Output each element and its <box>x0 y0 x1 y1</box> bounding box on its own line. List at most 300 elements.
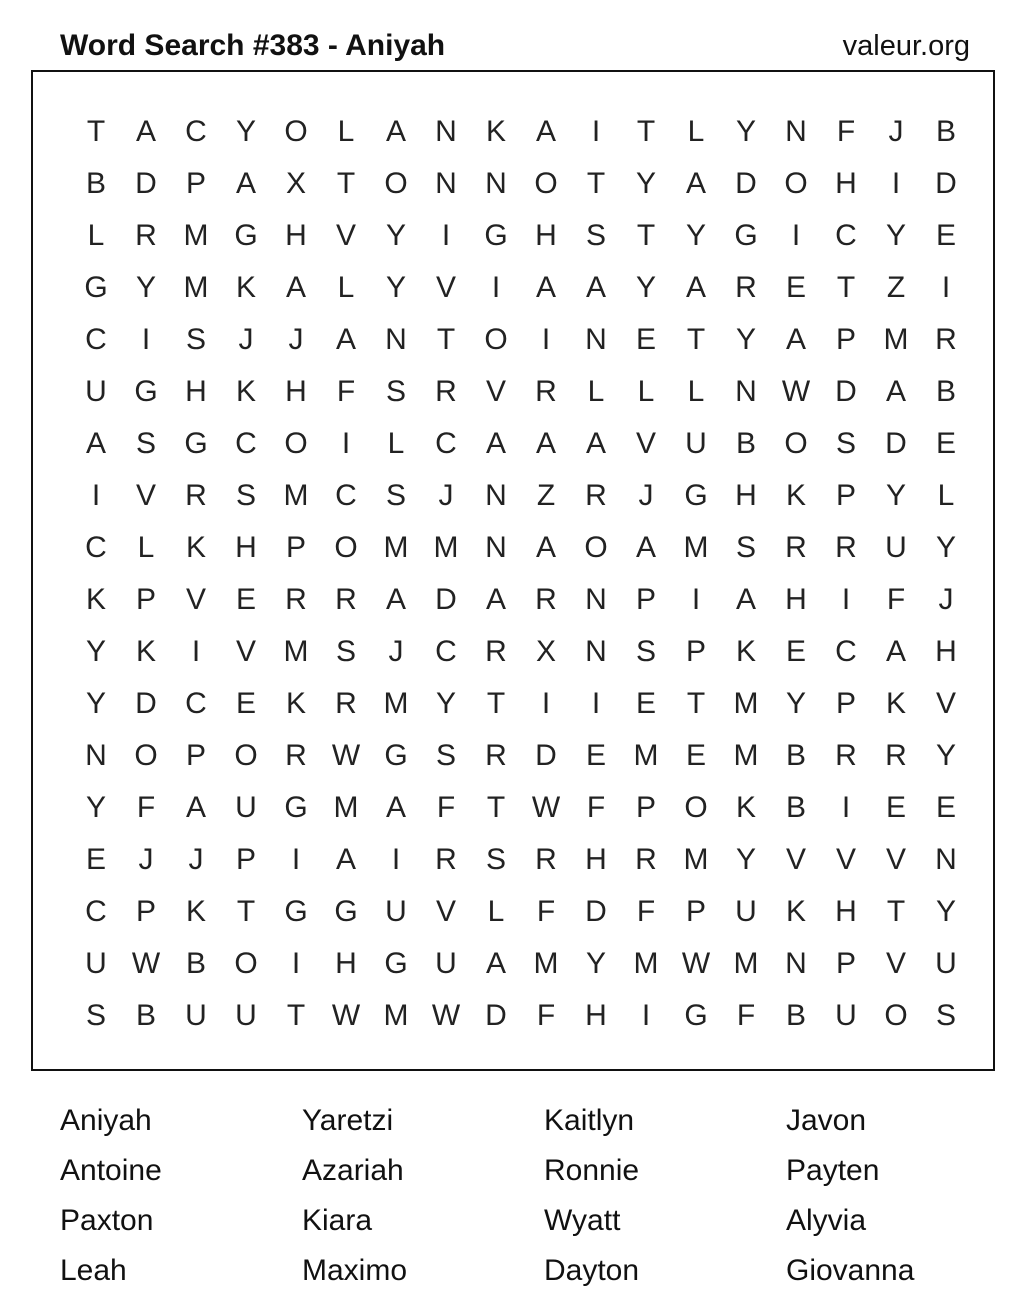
grid-cell[interactable]: N <box>485 167 507 200</box>
grid-cell[interactable]: C <box>435 635 457 668</box>
grid-cell[interactable]: G <box>284 895 308 928</box>
grid-cell[interactable]: V <box>485 375 506 408</box>
grid-cell[interactable]: O <box>284 427 308 460</box>
grid-cell[interactable]: F <box>336 375 356 408</box>
grid-cell[interactable]: V <box>785 843 806 876</box>
grid-cell[interactable]: K <box>785 895 806 928</box>
grid-cell[interactable]: M <box>883 323 909 356</box>
grid-cell[interactable]: N <box>585 323 607 356</box>
grid-cell[interactable]: I <box>391 843 401 876</box>
grid-cell[interactable]: S <box>635 635 656 668</box>
grid-cell[interactable]: T <box>486 687 506 720</box>
grid-cell[interactable]: A <box>235 167 256 200</box>
grid-cell[interactable]: M <box>733 739 759 772</box>
grid-cell[interactable]: I <box>341 427 351 460</box>
grid-cell[interactable]: Y <box>885 219 906 252</box>
grid-cell[interactable]: I <box>191 635 201 668</box>
grid-cell[interactable]: V <box>435 271 456 304</box>
grid-cell[interactable]: O <box>234 739 258 772</box>
grid-cell[interactable]: R <box>285 739 307 772</box>
grid-cell[interactable]: A <box>335 323 356 356</box>
grid-cell[interactable]: L <box>337 271 355 304</box>
grid-cell[interactable]: N <box>485 479 507 512</box>
grid-cell[interactable]: Z <box>536 479 556 512</box>
grid-cell[interactable]: Y <box>85 635 106 668</box>
grid-cell[interactable]: H <box>235 531 257 564</box>
grid-cell[interactable]: G <box>334 895 358 928</box>
grid-cell[interactable]: O <box>234 947 258 980</box>
grid-cell[interactable]: G <box>484 219 508 252</box>
grid-cell[interactable]: F <box>636 895 656 928</box>
grid-cell[interactable]: O <box>334 531 358 564</box>
grid-cell[interactable]: P <box>685 635 706 668</box>
grid-cell[interactable]: Y <box>435 687 456 720</box>
grid-cell[interactable]: L <box>137 531 155 564</box>
grid-cell[interactable]: E <box>85 843 106 876</box>
grid-cell[interactable]: L <box>487 895 505 928</box>
grid-cell[interactable]: J <box>638 479 654 512</box>
grid-cell[interactable]: A <box>535 271 556 304</box>
grid-cell[interactable]: L <box>87 219 105 252</box>
grid-cell[interactable]: U <box>385 895 407 928</box>
grid-cell[interactable]: E <box>935 219 956 252</box>
grid-cell[interactable]: Y <box>635 271 656 304</box>
grid-cell[interactable]: Y <box>735 115 756 148</box>
grid-cell[interactable]: S <box>385 479 406 512</box>
grid-cell[interactable]: H <box>585 843 607 876</box>
grid-cell[interactable]: T <box>686 323 706 356</box>
grid-cell[interactable]: B <box>185 947 206 980</box>
grid-cell[interactable]: I <box>291 947 301 980</box>
grid-cell[interactable]: G <box>184 427 208 460</box>
grid-cell[interactable]: Y <box>685 219 706 252</box>
grid-cell[interactable]: D <box>585 895 607 928</box>
grid-cell[interactable]: W <box>131 947 161 980</box>
grid-cell[interactable]: E <box>885 791 906 824</box>
grid-cell[interactable]: T <box>436 323 456 356</box>
grid-cell[interactable]: Y <box>85 687 106 720</box>
grid-cell[interactable]: A <box>385 583 406 616</box>
grid-cell[interactable]: E <box>235 687 256 720</box>
grid-cell[interactable]: V <box>435 895 456 928</box>
grid-cell[interactable]: H <box>785 583 807 616</box>
grid-cell[interactable]: U <box>185 999 207 1032</box>
grid-cell[interactable]: Y <box>735 843 756 876</box>
grid-cell[interactable]: G <box>684 479 708 512</box>
grid-cell[interactable]: W <box>781 375 811 408</box>
grid-cell[interactable]: G <box>284 791 308 824</box>
grid-cell[interactable]: S <box>185 323 206 356</box>
grid-cell[interactable]: N <box>585 583 607 616</box>
grid-cell[interactable]: I <box>141 323 151 356</box>
grid-cell[interactable]: I <box>491 271 501 304</box>
grid-cell[interactable]: O <box>134 739 158 772</box>
grid-cell[interactable]: K <box>185 895 206 928</box>
grid-cell[interactable]: S <box>135 427 156 460</box>
grid-cell[interactable]: J <box>238 323 254 356</box>
grid-cell[interactable]: R <box>135 219 157 252</box>
grid-cell[interactable]: E <box>935 791 956 824</box>
grid-cell[interactable]: O <box>384 167 408 200</box>
grid-cell[interactable]: H <box>335 947 357 980</box>
grid-cell[interactable]: Y <box>785 687 806 720</box>
grid-cell[interactable]: M <box>283 479 309 512</box>
grid-cell[interactable]: D <box>535 739 557 772</box>
grid-cell[interactable]: P <box>635 583 656 616</box>
grid-cell[interactable]: I <box>291 843 301 876</box>
grid-cell[interactable]: F <box>586 791 606 824</box>
grid-cell[interactable]: E <box>585 739 606 772</box>
grid-cell[interactable]: B <box>935 375 956 408</box>
grid-cell[interactable]: R <box>535 843 557 876</box>
grid-cell[interactable]: N <box>585 635 607 668</box>
grid-cell[interactable]: H <box>285 375 307 408</box>
grid-cell[interactable]: T <box>636 219 656 252</box>
grid-cell[interactable]: T <box>236 895 256 928</box>
grid-cell[interactable]: M <box>633 739 659 772</box>
grid-cell[interactable]: T <box>636 115 656 148</box>
grid-cell[interactable]: B <box>935 115 956 148</box>
grid-cell[interactable]: V <box>135 479 156 512</box>
grid-cell[interactable]: N <box>385 323 407 356</box>
grid-cell[interactable]: J <box>188 843 204 876</box>
grid-cell[interactable]: X <box>285 167 306 200</box>
grid-cell[interactable]: V <box>635 427 656 460</box>
grid-cell[interactable]: F <box>886 583 906 616</box>
grid-cell[interactable]: L <box>587 375 605 408</box>
grid-cell[interactable]: W <box>681 947 711 980</box>
grid-cell[interactable]: R <box>285 583 307 616</box>
grid-cell[interactable]: E <box>935 427 956 460</box>
grid-cell[interactable]: K <box>485 115 506 148</box>
grid-cell[interactable]: R <box>585 479 607 512</box>
grid-cell[interactable]: N <box>435 115 457 148</box>
grid-cell[interactable]: I <box>791 219 801 252</box>
grid-cell[interactable]: A <box>785 323 806 356</box>
grid-cell[interactable]: M <box>683 843 709 876</box>
grid-cell[interactable]: E <box>785 271 806 304</box>
grid-cell[interactable]: G <box>684 999 708 1032</box>
grid-cell[interactable]: O <box>534 167 558 200</box>
grid-cell[interactable]: M <box>733 687 759 720</box>
grid-cell[interactable]: C <box>85 323 107 356</box>
grid-cell[interactable]: M <box>183 271 209 304</box>
grid-cell[interactable]: C <box>335 479 357 512</box>
grid-cell[interactable]: O <box>784 167 808 200</box>
grid-cell[interactable]: M <box>633 947 659 980</box>
grid-cell[interactable]: Y <box>885 479 906 512</box>
grid-cell[interactable]: H <box>735 479 757 512</box>
grid-cell[interactable]: U <box>85 375 107 408</box>
grid-cell[interactable]: Y <box>385 219 406 252</box>
grid-cell[interactable]: P <box>135 895 156 928</box>
grid-cell[interactable]: R <box>635 843 657 876</box>
grid-cell[interactable]: K <box>735 791 756 824</box>
grid-cell[interactable]: L <box>687 375 705 408</box>
grid-cell[interactable]: R <box>735 271 757 304</box>
grid-cell[interactable]: B <box>785 791 806 824</box>
grid-cell[interactable]: Z <box>886 271 906 304</box>
grid-cell[interactable]: P <box>685 895 706 928</box>
grid-cell[interactable]: M <box>433 531 459 564</box>
grid-cell[interactable]: F <box>136 791 156 824</box>
grid-cell[interactable]: W <box>431 999 461 1032</box>
grid-cell[interactable]: U <box>435 947 457 980</box>
grid-cell[interactable]: V <box>335 219 356 252</box>
grid-cell[interactable]: K <box>235 375 256 408</box>
grid-cell[interactable]: O <box>484 323 508 356</box>
grid-cell[interactable]: A <box>885 635 906 668</box>
grid-cell[interactable]: M <box>333 791 359 824</box>
grid-cell[interactable]: T <box>286 999 306 1032</box>
grid-cell[interactable]: M <box>383 999 409 1032</box>
grid-cell[interactable]: C <box>835 635 857 668</box>
grid-cell[interactable]: A <box>485 947 506 980</box>
grid-cell[interactable]: O <box>884 999 908 1032</box>
grid-cell[interactable]: R <box>935 323 957 356</box>
grid-cell[interactable]: W <box>331 999 361 1032</box>
grid-cell[interactable]: D <box>735 167 757 200</box>
grid-cell[interactable]: G <box>84 271 108 304</box>
grid-cell[interactable]: L <box>687 115 705 148</box>
grid-cell[interactable]: U <box>235 791 257 824</box>
grid-cell[interactable]: V <box>885 843 906 876</box>
grid-cell[interactable]: L <box>637 375 655 408</box>
grid-cell[interactable]: R <box>535 583 557 616</box>
grid-cell[interactable]: C <box>185 687 207 720</box>
grid-cell[interactable]: T <box>686 687 706 720</box>
grid-cell[interactable]: G <box>384 947 408 980</box>
grid-cell[interactable]: M <box>383 687 409 720</box>
grid-cell[interactable]: I <box>891 167 901 200</box>
grid-cell[interactable]: U <box>885 531 907 564</box>
grid-cell[interactable]: A <box>85 427 106 460</box>
grid-cell[interactable]: G <box>384 739 408 772</box>
grid-cell[interactable]: D <box>135 687 157 720</box>
grid-cell[interactable]: C <box>235 427 257 460</box>
grid-cell[interactable]: K <box>235 271 256 304</box>
grid-cell[interactable]: Y <box>385 271 406 304</box>
grid-cell[interactable]: A <box>585 271 606 304</box>
grid-cell[interactable]: V <box>885 947 906 980</box>
grid-cell[interactable]: P <box>835 479 856 512</box>
grid-cell[interactable]: N <box>485 531 507 564</box>
grid-cell[interactable]: P <box>235 843 256 876</box>
grid-cell[interactable]: R <box>335 687 357 720</box>
grid-cell[interactable]: F <box>536 999 556 1032</box>
grid-cell[interactable]: A <box>485 427 506 460</box>
grid-cell[interactable]: D <box>435 583 457 616</box>
grid-cell[interactable]: F <box>436 791 456 824</box>
grid-cell[interactable]: T <box>886 895 906 928</box>
grid-cell[interactable]: S <box>735 531 756 564</box>
grid-cell[interactable]: Y <box>935 739 956 772</box>
grid-cell[interactable]: S <box>85 999 106 1032</box>
grid-cell[interactable]: A <box>185 791 206 824</box>
grid-cell[interactable]: F <box>536 895 556 928</box>
grid-cell[interactable]: V <box>235 635 256 668</box>
grid-cell[interactable]: Y <box>635 167 656 200</box>
grid-cell[interactable]: Y <box>935 531 956 564</box>
grid-cell[interactable]: K <box>285 687 306 720</box>
grid-cell[interactable]: M <box>383 531 409 564</box>
grid-cell[interactable]: T <box>586 167 606 200</box>
grid-cell[interactable]: N <box>85 739 107 772</box>
grid-cell[interactable]: B <box>785 999 806 1032</box>
grid-cell[interactable]: F <box>836 115 856 148</box>
grid-cell[interactable]: B <box>135 999 156 1032</box>
grid-cell[interactable]: G <box>134 375 158 408</box>
grid-cell[interactable]: R <box>335 583 357 616</box>
grid-cell[interactable]: U <box>685 427 707 460</box>
grid-cell[interactable]: I <box>91 479 101 512</box>
grid-cell[interactable]: Y <box>85 791 106 824</box>
grid-cell[interactable]: S <box>485 843 506 876</box>
grid-cell[interactable]: J <box>888 115 904 148</box>
grid-cell[interactable]: B <box>785 739 806 772</box>
grid-cell[interactable]: A <box>685 167 706 200</box>
grid-cell[interactable]: E <box>785 635 806 668</box>
grid-cell[interactable]: M <box>683 531 709 564</box>
grid-cell[interactable]: I <box>641 999 651 1032</box>
grid-cell[interactable]: D <box>135 167 157 200</box>
grid-cell[interactable]: V <box>835 843 856 876</box>
grid-cell[interactable]: O <box>284 115 308 148</box>
grid-cell[interactable]: G <box>234 219 258 252</box>
grid-cell[interactable]: A <box>635 531 656 564</box>
grid-cell[interactable]: L <box>337 115 355 148</box>
grid-cell[interactable]: H <box>285 219 307 252</box>
grid-cell[interactable]: B <box>85 167 106 200</box>
grid-cell[interactable]: M <box>733 947 759 980</box>
grid-cell[interactable]: K <box>785 479 806 512</box>
grid-cell[interactable]: G <box>734 219 758 252</box>
grid-cell[interactable]: D <box>885 427 907 460</box>
grid-cell[interactable]: A <box>535 115 556 148</box>
grid-cell[interactable]: P <box>635 791 656 824</box>
grid-cell[interactable]: Y <box>235 115 256 148</box>
grid-cell[interactable]: P <box>835 323 856 356</box>
grid-cell[interactable]: M <box>533 947 559 980</box>
grid-cell[interactable]: R <box>835 531 857 564</box>
grid-cell[interactable]: P <box>185 739 206 772</box>
grid-cell[interactable]: Y <box>935 895 956 928</box>
grid-cell[interactable]: D <box>835 375 857 408</box>
grid-cell[interactable]: P <box>135 583 156 616</box>
grid-cell[interactable]: U <box>85 947 107 980</box>
grid-cell[interactable]: F <box>736 999 756 1032</box>
grid-cell[interactable]: O <box>584 531 608 564</box>
grid-cell[interactable]: S <box>335 635 356 668</box>
grid-cell[interactable]: A <box>285 271 306 304</box>
grid-cell[interactable]: O <box>684 791 708 824</box>
grid-cell[interactable]: M <box>183 219 209 252</box>
grid-cell[interactable]: U <box>935 947 957 980</box>
grid-cell[interactable]: T <box>86 115 106 148</box>
grid-cell[interactable]: C <box>835 219 857 252</box>
grid-cell[interactable]: K <box>735 635 756 668</box>
grid-cell[interactable]: H <box>935 635 957 668</box>
grid-cell[interactable]: S <box>935 999 956 1032</box>
grid-cell[interactable]: A <box>535 427 556 460</box>
grid-cell[interactable]: U <box>735 895 757 928</box>
grid-cell[interactable]: I <box>541 323 551 356</box>
grid-cell[interactable]: H <box>535 219 557 252</box>
grid-cell[interactable]: N <box>735 375 757 408</box>
grid-cell[interactable]: Y <box>135 271 156 304</box>
grid-cell[interactable]: J <box>288 323 304 356</box>
grid-cell[interactable]: X <box>535 635 556 668</box>
grid-cell[interactable]: K <box>885 687 906 720</box>
grid-cell[interactable]: I <box>841 791 851 824</box>
grid-cell[interactable]: A <box>535 531 556 564</box>
grid-cell[interactable]: D <box>935 167 957 200</box>
grid-cell[interactable]: S <box>435 739 456 772</box>
grid-cell[interactable]: A <box>135 115 156 148</box>
grid-cell[interactable]: A <box>735 583 756 616</box>
grid-cell[interactable]: L <box>387 427 405 460</box>
grid-cell[interactable]: D <box>485 999 507 1032</box>
grid-cell[interactable]: E <box>635 687 656 720</box>
grid-cell[interactable]: L <box>937 479 955 512</box>
grid-cell[interactable]: P <box>285 531 306 564</box>
grid-cell[interactable]: J <box>388 635 404 668</box>
grid-cell[interactable]: R <box>885 739 907 772</box>
grid-cell[interactable]: E <box>235 583 256 616</box>
grid-cell[interactable]: R <box>485 739 507 772</box>
grid-cell[interactable]: C <box>435 427 457 460</box>
grid-cell[interactable]: I <box>691 583 701 616</box>
grid-cell[interactable]: I <box>541 687 551 720</box>
grid-cell[interactable]: A <box>485 583 506 616</box>
grid-cell[interactable]: A <box>335 843 356 876</box>
grid-cell[interactable]: R <box>535 375 557 408</box>
grid-cell[interactable]: N <box>935 843 957 876</box>
grid-cell[interactable]: I <box>841 583 851 616</box>
grid-cell[interactable]: K <box>185 531 206 564</box>
grid-cell[interactable]: S <box>585 219 606 252</box>
grid-cell[interactable]: I <box>441 219 451 252</box>
grid-cell[interactable]: T <box>836 271 856 304</box>
grid-cell[interactable]: E <box>685 739 706 772</box>
grid-cell[interactable]: C <box>85 531 107 564</box>
grid-cell[interactable]: N <box>785 115 807 148</box>
grid-cell[interactable]: N <box>435 167 457 200</box>
grid-cell[interactable]: W <box>531 791 561 824</box>
grid-cell[interactable]: N <box>785 947 807 980</box>
grid-cell[interactable]: Y <box>585 947 606 980</box>
grid-cell[interactable]: U <box>235 999 257 1032</box>
grid-cell[interactable]: A <box>585 427 606 460</box>
grid-cell[interactable]: S <box>385 375 406 408</box>
grid-cell[interactable]: R <box>485 635 507 668</box>
grid-cell[interactable]: T <box>336 167 356 200</box>
grid-cell[interactable]: B <box>735 427 756 460</box>
grid-cell[interactable]: E <box>635 323 656 356</box>
grid-cell[interactable]: M <box>283 635 309 668</box>
grid-cell[interactable]: J <box>438 479 454 512</box>
grid-cell[interactable]: A <box>385 791 406 824</box>
grid-cell[interactable]: S <box>835 427 856 460</box>
grid-cell[interactable]: I <box>591 115 601 148</box>
grid-cell[interactable]: A <box>885 375 906 408</box>
grid-cell[interactable]: W <box>331 739 361 772</box>
grid-cell[interactable]: K <box>135 635 156 668</box>
grid-cell[interactable]: K <box>85 583 106 616</box>
grid-cell[interactable]: J <box>938 583 954 616</box>
grid-cell[interactable]: U <box>835 999 857 1032</box>
grid-cell[interactable]: R <box>435 375 457 408</box>
